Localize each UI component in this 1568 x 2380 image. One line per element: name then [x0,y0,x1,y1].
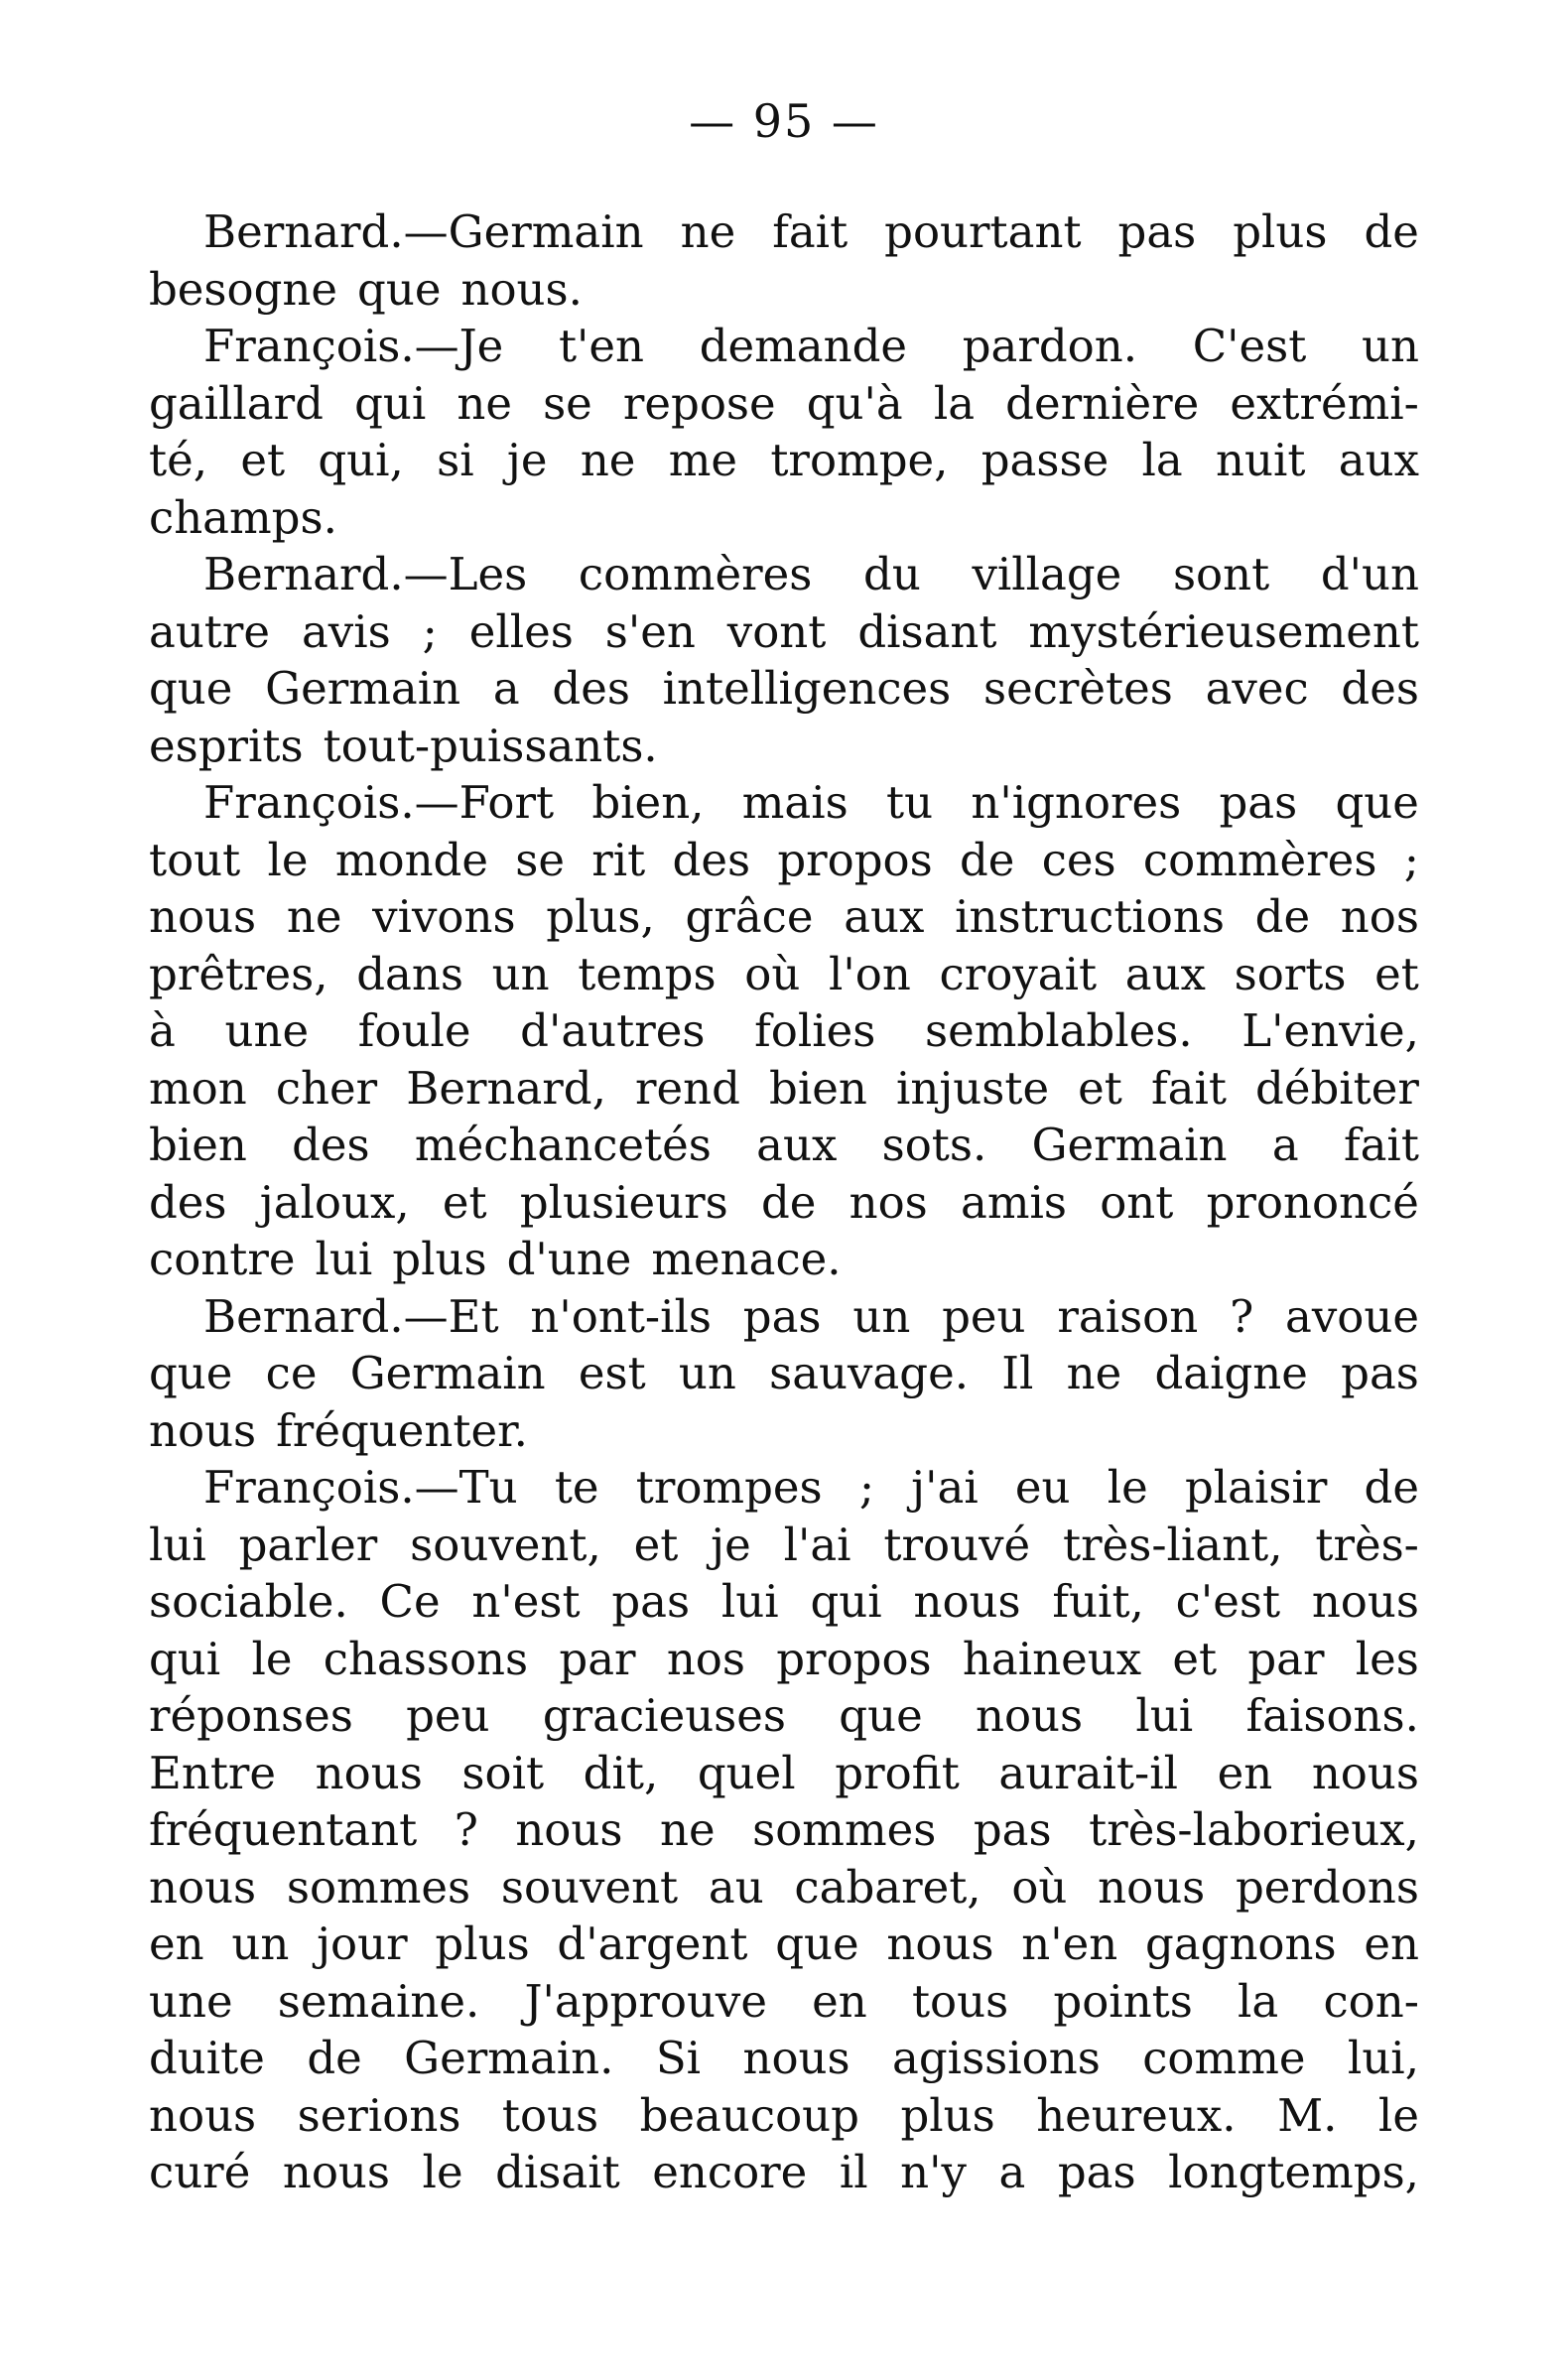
text-line: François.—Fort bien, mais tu n'ignores pas que [203,776,1419,829]
text-line: fréquentant ? nous ne sommes pas très-laborieux, [149,1803,1419,1856]
text-line: François.—Je t'en demande pardon. C'est un [203,320,1419,372]
text-line: champs. [149,490,337,544]
text-line: esprits tout-puissants. [149,719,658,772]
text-line: curé nous le disait encore il n'y a pas longtemps, [149,2146,1419,2198]
text-line: des jaloux, et plusieurs de nos amis ont prononcé [149,1175,1419,1229]
text-line: duite de Germain. Si nous agissions comme lui, [149,2032,1419,2084]
text-line: autre avis ; elles s'en vont disant mystérieusement [149,604,1419,658]
text-line: gaillard qui ne se repose qu'à la dernière extrémi- [149,376,1419,430]
text-line: nous fréquenter. [149,1403,528,1457]
text-line: une semaine. J'approuve en tous points la con- [149,1974,1419,2028]
text-line: François.—Tu te trompes ; j'ai eu le plaisir de [203,1461,1419,1514]
text-line: que Germain a des intelligences secrètes avec des [149,662,1419,715]
text-line: prêtres, dans un temps où l'on croyait aux sorts et [149,947,1419,1000]
text-line: Bernard.—Les commères du village sont d'un [203,548,1419,600]
text-line: réponses peu gracieuses que nous lui faisons. [149,1689,1419,1742]
text-line: qui le chassons par nos propos haineux et par les [149,1632,1419,1685]
text-line: bien des méchancetés aux sots. Germain a fait [149,1119,1419,1171]
text-line: Bernard.—Germain ne fait pourtant pas plus de [203,205,1419,258]
text-line: lui parler souvent, et je l'ai trouvé très-liant, très- [149,1518,1419,1571]
text-line: nous ne vivons plus, grâce aux instructions de nos [149,890,1419,943]
text-line: tout le monde se rit des propos de ces commères ; [149,833,1419,886]
body-text [149,203,1419,2201]
text-line: nous serions tous beaucoup plus heureux. M. le [149,2088,1419,2142]
text-line: en un jour plus d'argent que nous n'en gagnons en [149,1917,1419,1970]
text-line: nous sommes souvent au cabaret, où nous perdons [149,1860,1419,1914]
text-line: té, et qui, si je ne me trompe, passe la nuit aux [149,434,1419,486]
text-line: mon cher Bernard, rend bien injuste et fait débiter [149,1061,1419,1115]
text-line: Entre nous soit dit, quel profit aurait-il en nous [149,1746,1419,1799]
text-line: sociable. Ce n'est pas lui qui nous fuit, c'est nous [149,1575,1419,1628]
text-line: besogne que nous. [149,262,583,316]
page-number: — 95 — [689,94,879,148]
text-line: Bernard.—Et n'ont-ils pas un peu raison ? avoue [203,1289,1419,1343]
text-line: que ce Germain est un sauvage. Il ne daigne pas [149,1347,1419,1399]
text-line: à une foule d'autres folies semblables. L'envie, [149,1004,1419,1057]
text-line: contre lui plus d'une menace. [149,1233,842,1285]
